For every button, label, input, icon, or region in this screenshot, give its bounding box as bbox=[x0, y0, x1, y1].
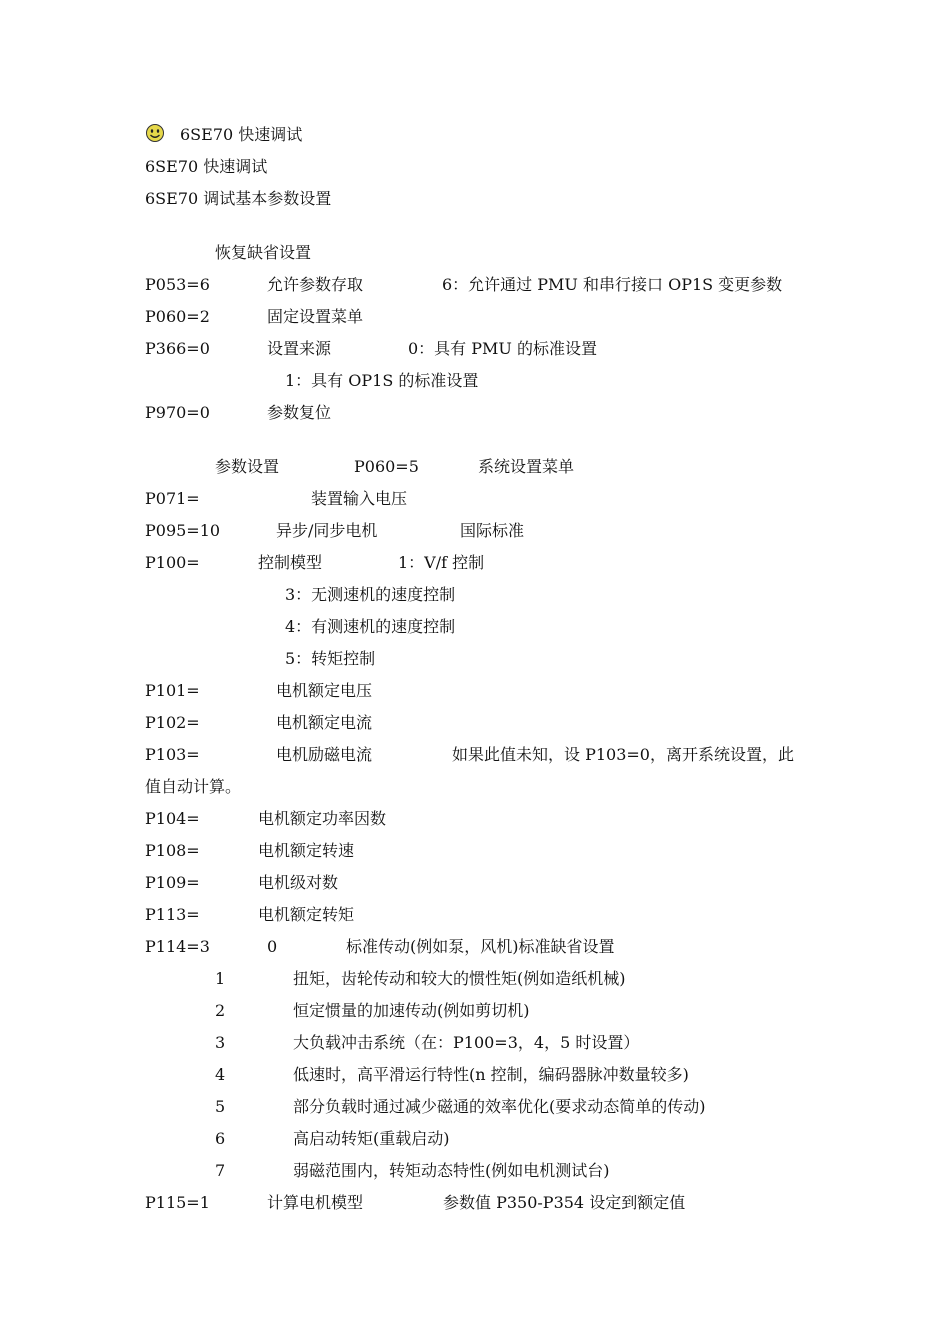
option-text: 标准传动(例如泵，风机)标准缺省设置 bbox=[346, 937, 615, 956]
param-desc: 电机额定电压 bbox=[276, 681, 373, 700]
option-text: 低速时，高平滑运行特性(n 控制，编码器脉冲数量较多) bbox=[293, 1065, 689, 1084]
param-desc: 装置输入电压 bbox=[311, 489, 408, 508]
param-code: P104= bbox=[145, 809, 200, 828]
option-text: 部分负载时通过减少磁通的效率优化(要求动态简单的传动) bbox=[293, 1097, 706, 1116]
param-note: 国际标准 bbox=[460, 521, 525, 540]
icon-title: 6SE70 快速调试 bbox=[180, 125, 303, 144]
param-code: P366=0 bbox=[145, 339, 210, 358]
param-code: P053=6 bbox=[145, 275, 210, 294]
param-desc: 电机额定转速 bbox=[258, 841, 355, 860]
param-code: P108= bbox=[145, 841, 200, 860]
param-code: P114=3 bbox=[145, 937, 210, 956]
param-desc: 固定设置菜单 bbox=[267, 307, 364, 326]
param-note: 1：具有 OP1S 的标准设置 bbox=[285, 371, 479, 390]
param-option: 1：V/f 控制 bbox=[398, 553, 485, 572]
param-code: P113= bbox=[145, 905, 200, 924]
option-number: 3 bbox=[215, 1033, 226, 1052]
doc-title: 6SE70 快速调试 bbox=[145, 157, 268, 176]
option-text: 恒定惯量的加速传动(例如剪切机) bbox=[293, 1001, 530, 1020]
option-number: 5 bbox=[215, 1097, 226, 1116]
option-number: 4 bbox=[215, 1065, 226, 1084]
param-desc: 电机级对数 bbox=[258, 873, 339, 892]
params-heading-desc: 系统设置菜单 bbox=[478, 457, 575, 476]
param-note-continued: 值自动计算。 bbox=[145, 777, 242, 796]
param-note: 参数值 P350-P354 设定到额定值 bbox=[443, 1193, 686, 1212]
param-note: 0：具有 PMU 的标准设置 bbox=[408, 339, 597, 358]
param-note: 6：允许通过 PMU 和串行接口 OP1S 变更参数 bbox=[442, 275, 783, 294]
doc-subtitle: 6SE70 调试基本参数设置 bbox=[145, 189, 332, 208]
option-number: 6 bbox=[215, 1129, 226, 1148]
param-code: P100= bbox=[145, 553, 200, 572]
restore-heading: 恢复缺省设置 bbox=[215, 243, 312, 262]
param-desc: 电机额定功率因数 bbox=[258, 809, 387, 828]
param-option: 5：转矩控制 bbox=[285, 649, 376, 668]
option-text: 弱磁范围内，转矩动态特性(例如电机测试台) bbox=[293, 1161, 610, 1180]
param-desc: 设置来源 bbox=[267, 339, 332, 358]
param-desc: 计算电机模型 bbox=[267, 1193, 364, 1212]
param-code: P102= bbox=[145, 713, 200, 732]
option-number: 1 bbox=[215, 969, 226, 988]
param-desc: 控制模型 bbox=[258, 553, 323, 572]
option-text: 大负载冲击系统（在：P100=3，4，5 时设置） bbox=[293, 1033, 640, 1052]
param-code: P060=2 bbox=[145, 307, 210, 326]
option-text: 高启动转矩(重载启动) bbox=[293, 1129, 450, 1148]
option-text: 扭矩，齿轮传动和较大的惯性矩(例如造纸机械) bbox=[293, 969, 626, 988]
param-code: P970=0 bbox=[145, 403, 210, 422]
param-desc: 电机励磁电流 bbox=[276, 745, 373, 764]
param-note: 如果此值未知，设 P103=0，离开系统设置，此 bbox=[452, 745, 794, 764]
param-desc: 参数复位 bbox=[267, 403, 332, 422]
param-code: P101= bbox=[145, 681, 200, 700]
smiley-icon bbox=[145, 123, 165, 143]
param-code: P103= bbox=[145, 745, 200, 764]
param-option: 4：有测速机的速度控制 bbox=[285, 617, 456, 636]
param-option: 3：无测速机的速度控制 bbox=[285, 585, 456, 604]
param-desc: 电机额定电流 bbox=[276, 713, 373, 732]
param-code: P115=1 bbox=[145, 1193, 210, 1212]
params-heading: 参数设置 bbox=[215, 457, 280, 476]
param-desc: 异步/同步电机 bbox=[276, 521, 378, 540]
option-number: 7 bbox=[215, 1161, 226, 1180]
param-desc: 电机额定转矩 bbox=[258, 905, 355, 924]
param-code: P095=10 bbox=[145, 521, 221, 540]
param-code: P109= bbox=[145, 873, 200, 892]
option-number: 2 bbox=[215, 1001, 226, 1020]
param-desc: 允许参数存取 bbox=[267, 275, 364, 294]
params-heading-code: P060=5 bbox=[354, 457, 419, 476]
param-code: P071= bbox=[145, 489, 200, 508]
option-number: 0 bbox=[267, 937, 278, 956]
